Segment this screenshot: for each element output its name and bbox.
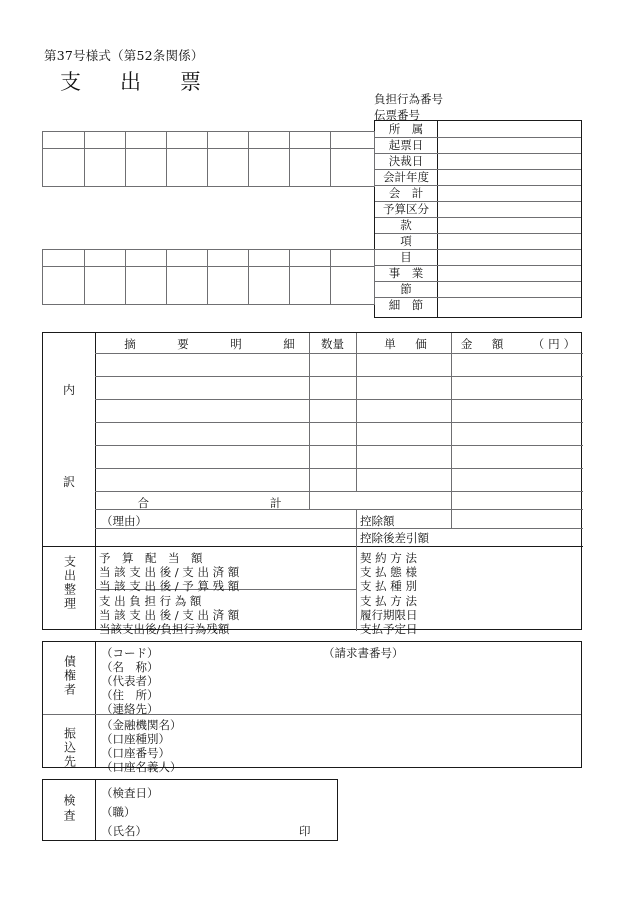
invoice-number-label: （請求書番号） [323, 646, 404, 660]
attr-label-project: 事 業 [388, 266, 424, 280]
attr-label-draft-date: 起票日 [388, 138, 424, 152]
slip-number-label: 伝票番号 [374, 108, 420, 122]
account-holder-label: （口座名義人） [101, 760, 182, 774]
code-grid-col-line [248, 132, 249, 186]
creditor-side-label-text: 債権者 [62, 655, 77, 697]
code-grid-col-line [289, 250, 290, 304]
creditor-code-label: （コード） [101, 646, 159, 660]
settlement-left-label-budget-remaining: 当 該 支 出 後 / 予 算 残 額 [99, 579, 240, 593]
attr-label-section-ko: 項 [400, 234, 412, 248]
detail-row-line [95, 445, 583, 446]
creditor-name-label: （名 称） [101, 660, 159, 674]
attr-label-setsu: 節 [400, 282, 412, 296]
detail-side-divider [95, 333, 96, 629]
inspection-date-label: （検査日） [101, 786, 159, 800]
after-deduction-label: 控除後差引額 [360, 531, 429, 545]
detail-and-settlement-table [42, 332, 582, 636]
attr-label-affiliation: 所 属 [388, 122, 424, 136]
code-grid-col-line [125, 250, 126, 304]
code-grid-col-line [289, 132, 290, 186]
detail-row-line [95, 399, 583, 400]
attr-label-approval-date: 決裁日 [388, 154, 424, 168]
account-type-label: （口座種別） [101, 732, 170, 746]
inspector-name-label: （氏名） [101, 824, 147, 838]
code-grid-col-line [207, 250, 208, 304]
code-grid-col-line [84, 250, 85, 304]
detail-side-label-bottom: 訳 [62, 475, 75, 489]
attr-table-divider [437, 121, 438, 317]
attribute-table [374, 120, 582, 318]
reason-deduction-divider [356, 509, 357, 546]
inspection-side-divider [95, 780, 96, 840]
inspection-side-label [43, 794, 95, 828]
bank-name-label: （金融機関名） [101, 718, 182, 732]
page-title: 支 出 票 [60, 70, 210, 94]
code-grid-col-line [125, 132, 126, 186]
settlement-right-label-scheduled-payment-date: 支払予定日 [360, 622, 418, 636]
detail-row-line [95, 491, 583, 492]
settlement-right-label-contract-method: 契 約 方 法 [360, 551, 417, 565]
total-label: 合 計 [137, 496, 297, 510]
settlement-mid-divider [356, 546, 357, 631]
code-grid-col-line [166, 250, 167, 304]
creditor-contact-label: （連絡先） [101, 702, 159, 716]
detail-col-amount-divider [451, 333, 452, 528]
detail-col-quantity-divider [309, 333, 310, 509]
settlement-left-label-budget-allocation: 予 算 配 当 額 [99, 551, 203, 565]
code-grid-col-line [248, 250, 249, 304]
settlement-right-label-payment-method: 支 払 方 法 [360, 594, 417, 608]
payee-side-divider [95, 642, 96, 767]
column-header-quantity: 数量 [321, 337, 344, 351]
code-grid-col-line [330, 132, 331, 186]
settlement-top-border [43, 546, 583, 547]
code-grid-col-line [84, 132, 85, 186]
bank-side-label-text: 振込先 [62, 727, 77, 769]
inspection-table [42, 779, 338, 841]
bank-side-label [43, 727, 95, 773]
column-header-description: 摘 要 明 細 [124, 337, 310, 351]
form-code: 第37号様式（第52条関係） [44, 48, 204, 63]
seal-mark-icon: 印 [299, 824, 311, 838]
settlement-left-label-obligation-amount: 支 出 負 担 行 為 額 [99, 594, 202, 608]
attr-label-section-kan: 款 [400, 218, 412, 232]
settlement-left-label-spent-after: 当 該 支 出 後 / 支 出 済 額 [99, 565, 240, 579]
code-grid-bottom [42, 249, 375, 305]
deduction-row-line [95, 528, 583, 529]
account-number-label: （口座番号） [101, 746, 170, 760]
attr-label-section-moku: 目 [400, 250, 412, 264]
obligation-number-label: 負担行為番号 [374, 92, 443, 106]
detail-header-line [95, 353, 583, 354]
settlement-side-label [43, 555, 95, 615]
code-grid-top [42, 131, 375, 187]
detail-side-label-top: 内 [62, 383, 75, 397]
inspection-side-label-text: 検査 [62, 794, 76, 824]
code-grid-row-line [43, 148, 374, 149]
detail-row-line [95, 468, 583, 469]
creditor-representative-label: （代表者） [101, 674, 159, 688]
code-grid-col-line [207, 132, 208, 186]
code-grid-col-line [330, 250, 331, 304]
attr-label-account: 会 計 [388, 186, 424, 200]
settlement-side-label-text: 支出整理 [62, 555, 77, 611]
deduction-label: 控除額 [360, 514, 395, 528]
settlement-right-label-payment-form: 支 払 態 様 [360, 565, 417, 579]
reason-label: （理由） [101, 514, 147, 528]
attr-label-budget-class: 予算区分 [383, 202, 429, 216]
settlement-left-label-obligation-remaining: 当該支出後/負担行為残額 [99, 622, 230, 636]
creditor-side-label [43, 655, 95, 701]
inspection-post-label: （職） [101, 805, 136, 819]
attr-label-fiscal-year: 会計年度 [383, 170, 429, 184]
payee-table [42, 641, 582, 774]
column-header-unit-price: 単 価 [384, 337, 431, 351]
code-grid-col-line [166, 132, 167, 186]
creditor-address-label: （住 所） [101, 688, 159, 702]
detail-row-line [95, 422, 583, 423]
code-grid-row-line [43, 266, 374, 267]
detail-row-line [95, 376, 583, 377]
settlement-left-label-spent-after-2: 当 該 支 出 後 / 支 出 済 額 [99, 608, 240, 622]
settlement-right-label-payment-type: 支 払 種 別 [360, 579, 417, 593]
attr-label-saisetsu: 細 節 [388, 298, 424, 312]
column-header-amount: 金 額 （円） [460, 337, 580, 351]
settlement-right-label-due-date: 履行期限日 [360, 608, 418, 622]
